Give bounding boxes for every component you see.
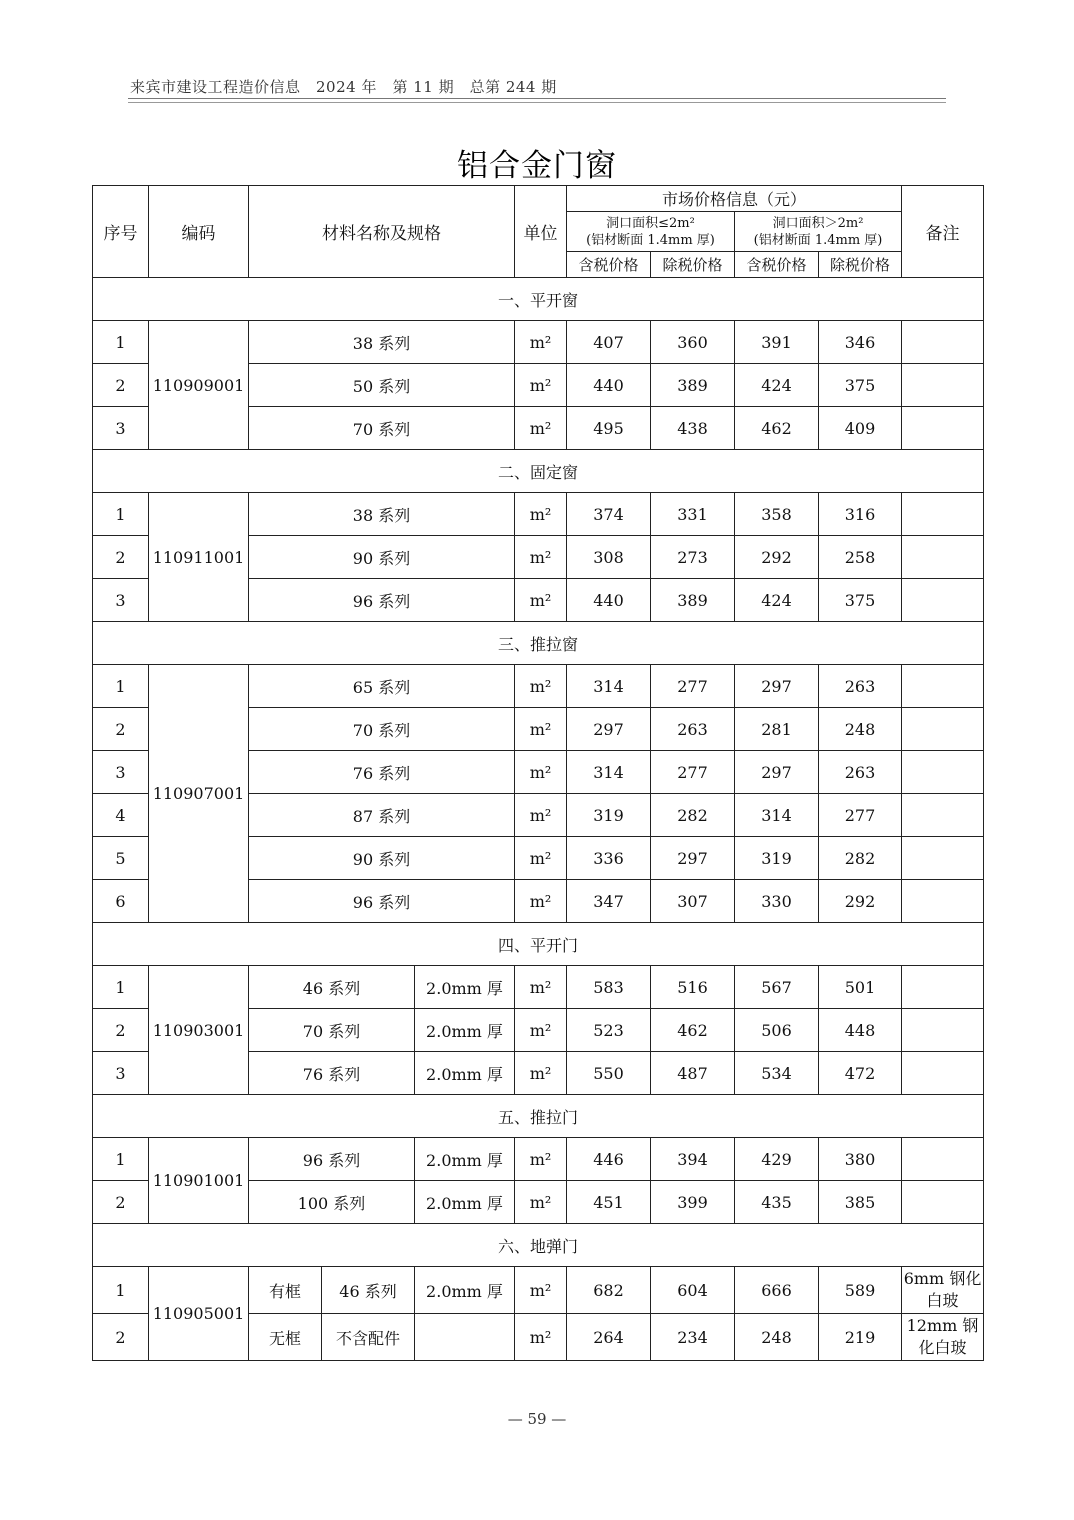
price-tax-excl-small: 389 <box>651 364 735 407</box>
table-row <box>93 321 984 364</box>
remark-line1: 12mm 钢 <box>906 1316 979 1335</box>
price-tax-incl-small: 336 <box>567 837 651 880</box>
price-tax-excl-small: 273 <box>651 536 735 579</box>
price-tax-incl-small: 297 <box>567 708 651 751</box>
price-tax-excl-large: 292 <box>819 880 902 923</box>
remark-line1: 6mm 钢化 <box>903 1269 982 1288</box>
row-index: 1 <box>93 665 149 708</box>
unit: m² <box>515 837 567 880</box>
price-tax-incl-large: 534 <box>735 1052 819 1095</box>
price-tax-excl-large: 219 <box>819 1314 902 1361</box>
price-tax-incl-large: 462 <box>735 407 819 450</box>
remark <box>902 1138 984 1181</box>
remark <box>902 880 984 923</box>
row-index: 3 <box>93 579 149 622</box>
price-tax-incl-large: 391 <box>735 321 819 364</box>
price-tax-incl-large: 319 <box>735 837 819 880</box>
price-tax-excl-small: 282 <box>651 794 735 837</box>
price-tax-incl-small: 440 <box>567 364 651 407</box>
price-tax-incl-large: 297 <box>735 665 819 708</box>
price-tax-incl-large: 248 <box>735 1314 819 1361</box>
material-spec: 2.0mm 厚 <box>415 1138 515 1181</box>
price-tax-excl-large: 589 <box>819 1267 902 1314</box>
price-tax-excl-large: 277 <box>819 794 902 837</box>
price-tax-incl-small: 407 <box>567 321 651 364</box>
row-index: 3 <box>93 1052 149 1095</box>
header-code: 编码 <box>149 186 249 278</box>
unit: m² <box>515 1138 567 1181</box>
row-index: 1 <box>93 1267 149 1314</box>
price-tax-excl-small: 389 <box>651 579 735 622</box>
header-tax-incl: 含税价格 <box>567 252 651 278</box>
header-unit: 单位 <box>515 186 567 278</box>
row-index: 2 <box>93 1181 149 1224</box>
material-spec <box>415 1314 515 1361</box>
header-tax-excl: 除税价格 <box>819 252 902 278</box>
row-index: 1 <box>93 1138 149 1181</box>
price-tax-incl-small: 308 <box>567 536 651 579</box>
unit: m² <box>515 1181 567 1224</box>
material-name: 38 系列 <box>249 493 515 536</box>
price-tax-incl-small: 319 <box>567 794 651 837</box>
unit: m² <box>515 321 567 364</box>
price-tax-incl-large: 424 <box>735 579 819 622</box>
price-tax-incl-large: 424 <box>735 364 819 407</box>
remark <box>902 536 984 579</box>
price-tax-incl-large: 666 <box>735 1267 819 1314</box>
row-index: 2 <box>93 1314 149 1361</box>
price-tax-incl-small: 440 <box>567 579 651 622</box>
price-tax-excl-small: 277 <box>651 751 735 794</box>
price-tax-excl-large: 375 <box>819 364 902 407</box>
row-index: 3 <box>93 751 149 794</box>
material-code: 110901001 <box>149 1138 249 1224</box>
table-row <box>93 665 984 708</box>
table-row <box>93 1138 984 1181</box>
material-code: 110907001 <box>149 665 249 923</box>
header-rule <box>128 98 946 99</box>
price-tax-excl-small: 438 <box>651 407 735 450</box>
remark <box>902 1267 984 1314</box>
unit: m² <box>515 751 567 794</box>
price-tax-incl-large: 567 <box>735 966 819 1009</box>
price-tax-incl-small: 264 <box>567 1314 651 1361</box>
material-spec: 2.0mm 厚 <box>415 1267 515 1314</box>
material-name: 不含配件 <box>322 1314 415 1361</box>
price-tax-excl-large: 501 <box>819 966 902 1009</box>
remark <box>902 966 984 1009</box>
material-name: 90 系列 <box>249 536 515 579</box>
unit: m² <box>515 407 567 450</box>
header-market-price: 市场价格信息（元） <box>567 186 902 212</box>
row-index: 2 <box>93 708 149 751</box>
price-tax-incl-large: 506 <box>735 1009 819 1052</box>
section-title: 二、固定窗 <box>93 450 984 493</box>
price-tax-incl-small: 451 <box>567 1181 651 1224</box>
material-code: 110905001 <box>149 1267 249 1361</box>
row-index: 2 <box>93 536 149 579</box>
header-area-large <box>735 212 902 252</box>
material-name: 96 系列 <box>249 579 515 622</box>
price-tax-incl-large: 435 <box>735 1181 819 1224</box>
price-table <box>92 185 984 1361</box>
table-row <box>93 493 984 536</box>
price-tax-excl-large: 375 <box>819 579 902 622</box>
price-tax-incl-large: 292 <box>735 536 819 579</box>
unit: m² <box>515 794 567 837</box>
row-index: 3 <box>93 407 149 450</box>
unit: m² <box>515 1052 567 1095</box>
material-spec: 2.0mm 厚 <box>415 1052 515 1095</box>
header-material-name: 材料名称及规格 <box>249 186 515 278</box>
price-tax-excl-small: 331 <box>651 493 735 536</box>
remark <box>902 751 984 794</box>
header-tax-incl: 含税价格 <box>735 252 819 278</box>
price-tax-excl-small: 263 <box>651 708 735 751</box>
material-name: 76 系列 <box>249 1052 415 1095</box>
price-tax-incl-large: 358 <box>735 493 819 536</box>
price-tax-incl-small: 314 <box>567 751 651 794</box>
header-tax-excl: 除税价格 <box>651 252 735 278</box>
price-tax-incl-small: 583 <box>567 966 651 1009</box>
material-name: 46 系列 <box>249 966 415 1009</box>
header-area-small-line1: 洞口面积≤2m² <box>606 215 695 231</box>
material-name: 76 系列 <box>249 751 515 794</box>
price-tax-incl-small: 374 <box>567 493 651 536</box>
table-row <box>93 966 984 1009</box>
price-tax-incl-small: 314 <box>567 665 651 708</box>
material-name: 46 系列 <box>322 1267 415 1314</box>
row-index: 6 <box>93 880 149 923</box>
material-name: 100 系列 <box>249 1181 415 1224</box>
price-tax-excl-small: 394 <box>651 1138 735 1181</box>
price-tax-excl-large: 248 <box>819 708 902 751</box>
price-tax-incl-small: 495 <box>567 407 651 450</box>
material-name: 70 系列 <box>249 1009 415 1052</box>
remark <box>902 1314 984 1361</box>
remark <box>902 407 984 450</box>
row-index: 4 <box>93 794 149 837</box>
price-tax-excl-large: 409 <box>819 407 902 450</box>
remark <box>902 321 984 364</box>
remark <box>902 665 984 708</box>
header-area-small <box>567 212 735 252</box>
header-area-large-line2: (铝材断面 1.4mm 厚) <box>753 232 883 248</box>
table-row <box>93 1267 984 1314</box>
header-index: 序号 <box>93 186 149 278</box>
price-tax-excl-large: 346 <box>819 321 902 364</box>
material-spec: 2.0mm 厚 <box>415 966 515 1009</box>
page-number: — 59 — <box>507 1410 567 1428</box>
price-tax-excl-small: 487 <box>651 1052 735 1095</box>
price-tax-excl-large: 282 <box>819 837 902 880</box>
material-name: 87 系列 <box>249 794 515 837</box>
running-header: 来宾市建设工程造价信息 2024 年 第 11 期 总第 244 期 <box>130 78 557 96</box>
price-tax-incl-large: 314 <box>735 794 819 837</box>
material-name: 50 系列 <box>249 364 515 407</box>
price-tax-excl-large: 263 <box>819 665 902 708</box>
remark-line2: 化白玻 <box>918 1338 967 1357</box>
section-title: 三、推拉窗 <box>93 622 984 665</box>
material-name: 96 系列 <box>249 1138 415 1181</box>
price-tax-incl-large: 297 <box>735 751 819 794</box>
section-title: 四、平开门 <box>93 923 984 966</box>
material-code: 110909001 <box>149 321 249 450</box>
unit: m² <box>515 1009 567 1052</box>
unit: m² <box>515 665 567 708</box>
price-tax-excl-small: 399 <box>651 1181 735 1224</box>
price-tax-incl-large: 281 <box>735 708 819 751</box>
unit: m² <box>515 966 567 1009</box>
header-rule-thin <box>128 102 946 103</box>
section-title: 一、平开窗 <box>93 278 984 321</box>
row-index: 1 <box>93 493 149 536</box>
frame-type: 有框 <box>249 1267 322 1314</box>
remark <box>902 364 984 407</box>
header-area-small-line2: (铝材断面 1.4mm 厚) <box>586 232 715 248</box>
section-title: 六、地弹门 <box>93 1224 984 1267</box>
material-code: 110903001 <box>149 966 249 1095</box>
price-tax-excl-small: 277 <box>651 665 735 708</box>
price-tax-excl-small: 360 <box>651 321 735 364</box>
unit: m² <box>515 1314 567 1361</box>
page-title: 铝合金门窗 <box>457 148 617 184</box>
row-index: 2 <box>93 1009 149 1052</box>
unit: m² <box>515 493 567 536</box>
price-tax-excl-small: 604 <box>651 1267 735 1314</box>
row-index: 2 <box>93 364 149 407</box>
remark <box>902 794 984 837</box>
material-name: 65 系列 <box>249 665 515 708</box>
unit: m² <box>515 579 567 622</box>
price-tax-excl-large: 263 <box>819 751 902 794</box>
row-index: 1 <box>93 321 149 364</box>
price-tax-excl-large: 316 <box>819 493 902 536</box>
remark <box>902 1009 984 1052</box>
price-tax-incl-large: 330 <box>735 880 819 923</box>
remark-line2: 白玻 <box>926 1291 959 1310</box>
price-tax-incl-small: 523 <box>567 1009 651 1052</box>
material-spec: 2.0mm 厚 <box>415 1009 515 1052</box>
unit: m² <box>515 364 567 407</box>
row-index: 5 <box>93 837 149 880</box>
remark <box>902 708 984 751</box>
material-name: 70 系列 <box>249 708 515 751</box>
frame-type: 无框 <box>249 1314 322 1361</box>
price-tax-excl-small: 307 <box>651 880 735 923</box>
unit: m² <box>515 536 567 579</box>
price-tax-excl-small: 516 <box>651 966 735 1009</box>
material-name: 70 系列 <box>249 407 515 450</box>
section-title: 五、推拉门 <box>93 1095 984 1138</box>
remark <box>902 837 984 880</box>
price-tax-incl-large: 429 <box>735 1138 819 1181</box>
material-spec: 2.0mm 厚 <box>415 1181 515 1224</box>
unit: m² <box>515 708 567 751</box>
price-tax-excl-large: 380 <box>819 1138 902 1181</box>
row-index: 1 <box>93 966 149 1009</box>
header-remark: 备注 <box>902 186 984 278</box>
material-code: 110911001 <box>149 493 249 622</box>
remark <box>902 493 984 536</box>
header-area-large-line1: 洞口面积＞2m² <box>772 215 864 231</box>
price-tax-excl-small: 234 <box>651 1314 735 1361</box>
material-name: 96 系列 <box>249 880 515 923</box>
price-tax-incl-small: 550 <box>567 1052 651 1095</box>
remark <box>902 1052 984 1095</box>
material-name: 38 系列 <box>249 321 515 364</box>
price-tax-excl-large: 448 <box>819 1009 902 1052</box>
material-name: 90 系列 <box>249 837 515 880</box>
unit: m² <box>515 1267 567 1314</box>
price-tax-incl-small: 682 <box>567 1267 651 1314</box>
price-tax-excl-large: 472 <box>819 1052 902 1095</box>
price-tax-excl-small: 297 <box>651 837 735 880</box>
price-tax-excl-small: 462 <box>651 1009 735 1052</box>
price-tax-excl-large: 385 <box>819 1181 902 1224</box>
price-tax-incl-small: 446 <box>567 1138 651 1181</box>
price-tax-incl-small: 347 <box>567 880 651 923</box>
remark <box>902 1181 984 1224</box>
price-tax-excl-large: 258 <box>819 536 902 579</box>
remark <box>902 579 984 622</box>
unit: m² <box>515 880 567 923</box>
